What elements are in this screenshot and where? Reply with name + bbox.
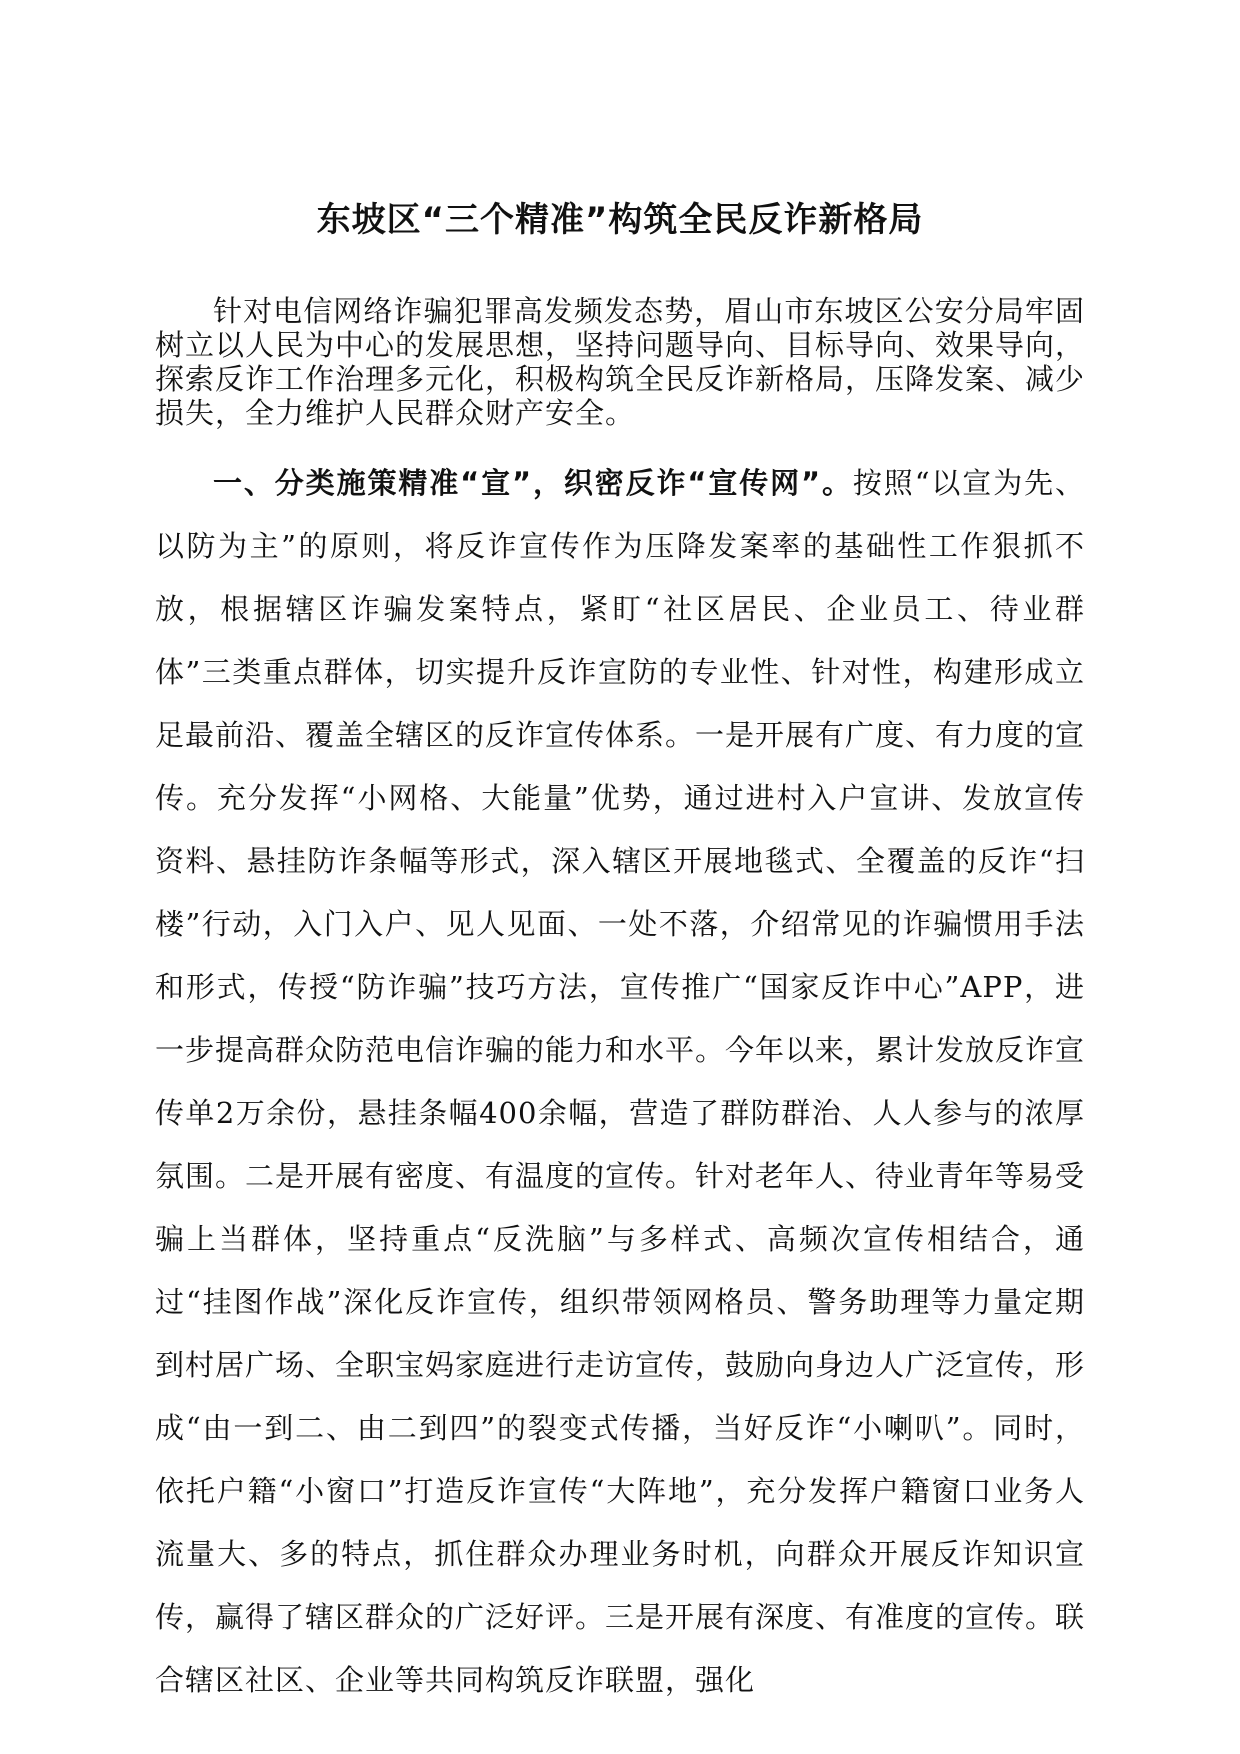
document-title: 东坡区“三个精准”构筑全民反诈新格局 [316,200,924,240]
section-1-heading: 一、分类施策精准“宣”，织密反诈“宣传网”。 [213,466,853,500]
document-page [155,0,1085,1754]
intro-paragraph: 针对电信网络诈骗犯罪高发频发态势，眉山市东坡区公安分局牢固树立以人民为中心的发展思想，坚持问题导向、目标导向、效果导向，探索反诈工作治理多元化，积极构筑全民反诈新格局，压降发案、减少损失，全力维护人民群众财产安全。 [155,294,1086,430]
section-1-paragraph [155,452,1085,1712]
section-1-body: 按照“以宣为先、以防为主”的原则，将反诈宣传作为压降发案率的基础性工作狠抓不放，根据辖区诈骗发案特点，紧盯“社区居民、企业员工、待业群体”三类重点群体，切实提升反诈宣防的专业性、针对性，构建形成立足最前沿、覆盖全辖区的反诈宣传体系。一是开展有广度、有力度的宣传。充分发挥“小网格、大能量”优势，通过进村入户宣讲、发放宣传资料、悬挂防诈条幅等形式，深入辖区开展地毯式、全覆盖的反诈“扫楼”行动，入门入户、见人见面、一处不落，介绍常见的诈骗惯用手法和形式，传授“防诈骗”技巧方法，宣传推广“国家反诈中心”APP，进一步提高群众防范电信诈骗的能力和水平。今年以来，累计发放反诈宣传单2万余份，悬挂条幅400余幅，营造了群防群治、人人参与的浓厚氛围。二是开展有密度、有温度的宣传。针对老年人、待业青年等易受骗上当群体，坚持重点“反洗脑”与多样式、高频次宣传相结合，通过“挂图作战”深化反诈宣传，组织带领网格员、警务助理等力量定期到村居广场、全职宝妈家庭进行走访宣传，鼓励向身边人广泛宣传，形成“由一到二、由二到四”的裂变式传播，当好反诈“小喇叭”。同时，依托户籍“小窗口”打造反诈宣传“大阵地”，充分发挥户籍窗口业务人流量大、多的特点，抓住群众办理业务时机，向群众开展反诈知识宣传，赢得了辖区群众的广泛好评。三是开展有深度、有准度的宣传。联合辖区社区、企业等共同构筑反诈联盟，强化 [155,466,1086,1697]
